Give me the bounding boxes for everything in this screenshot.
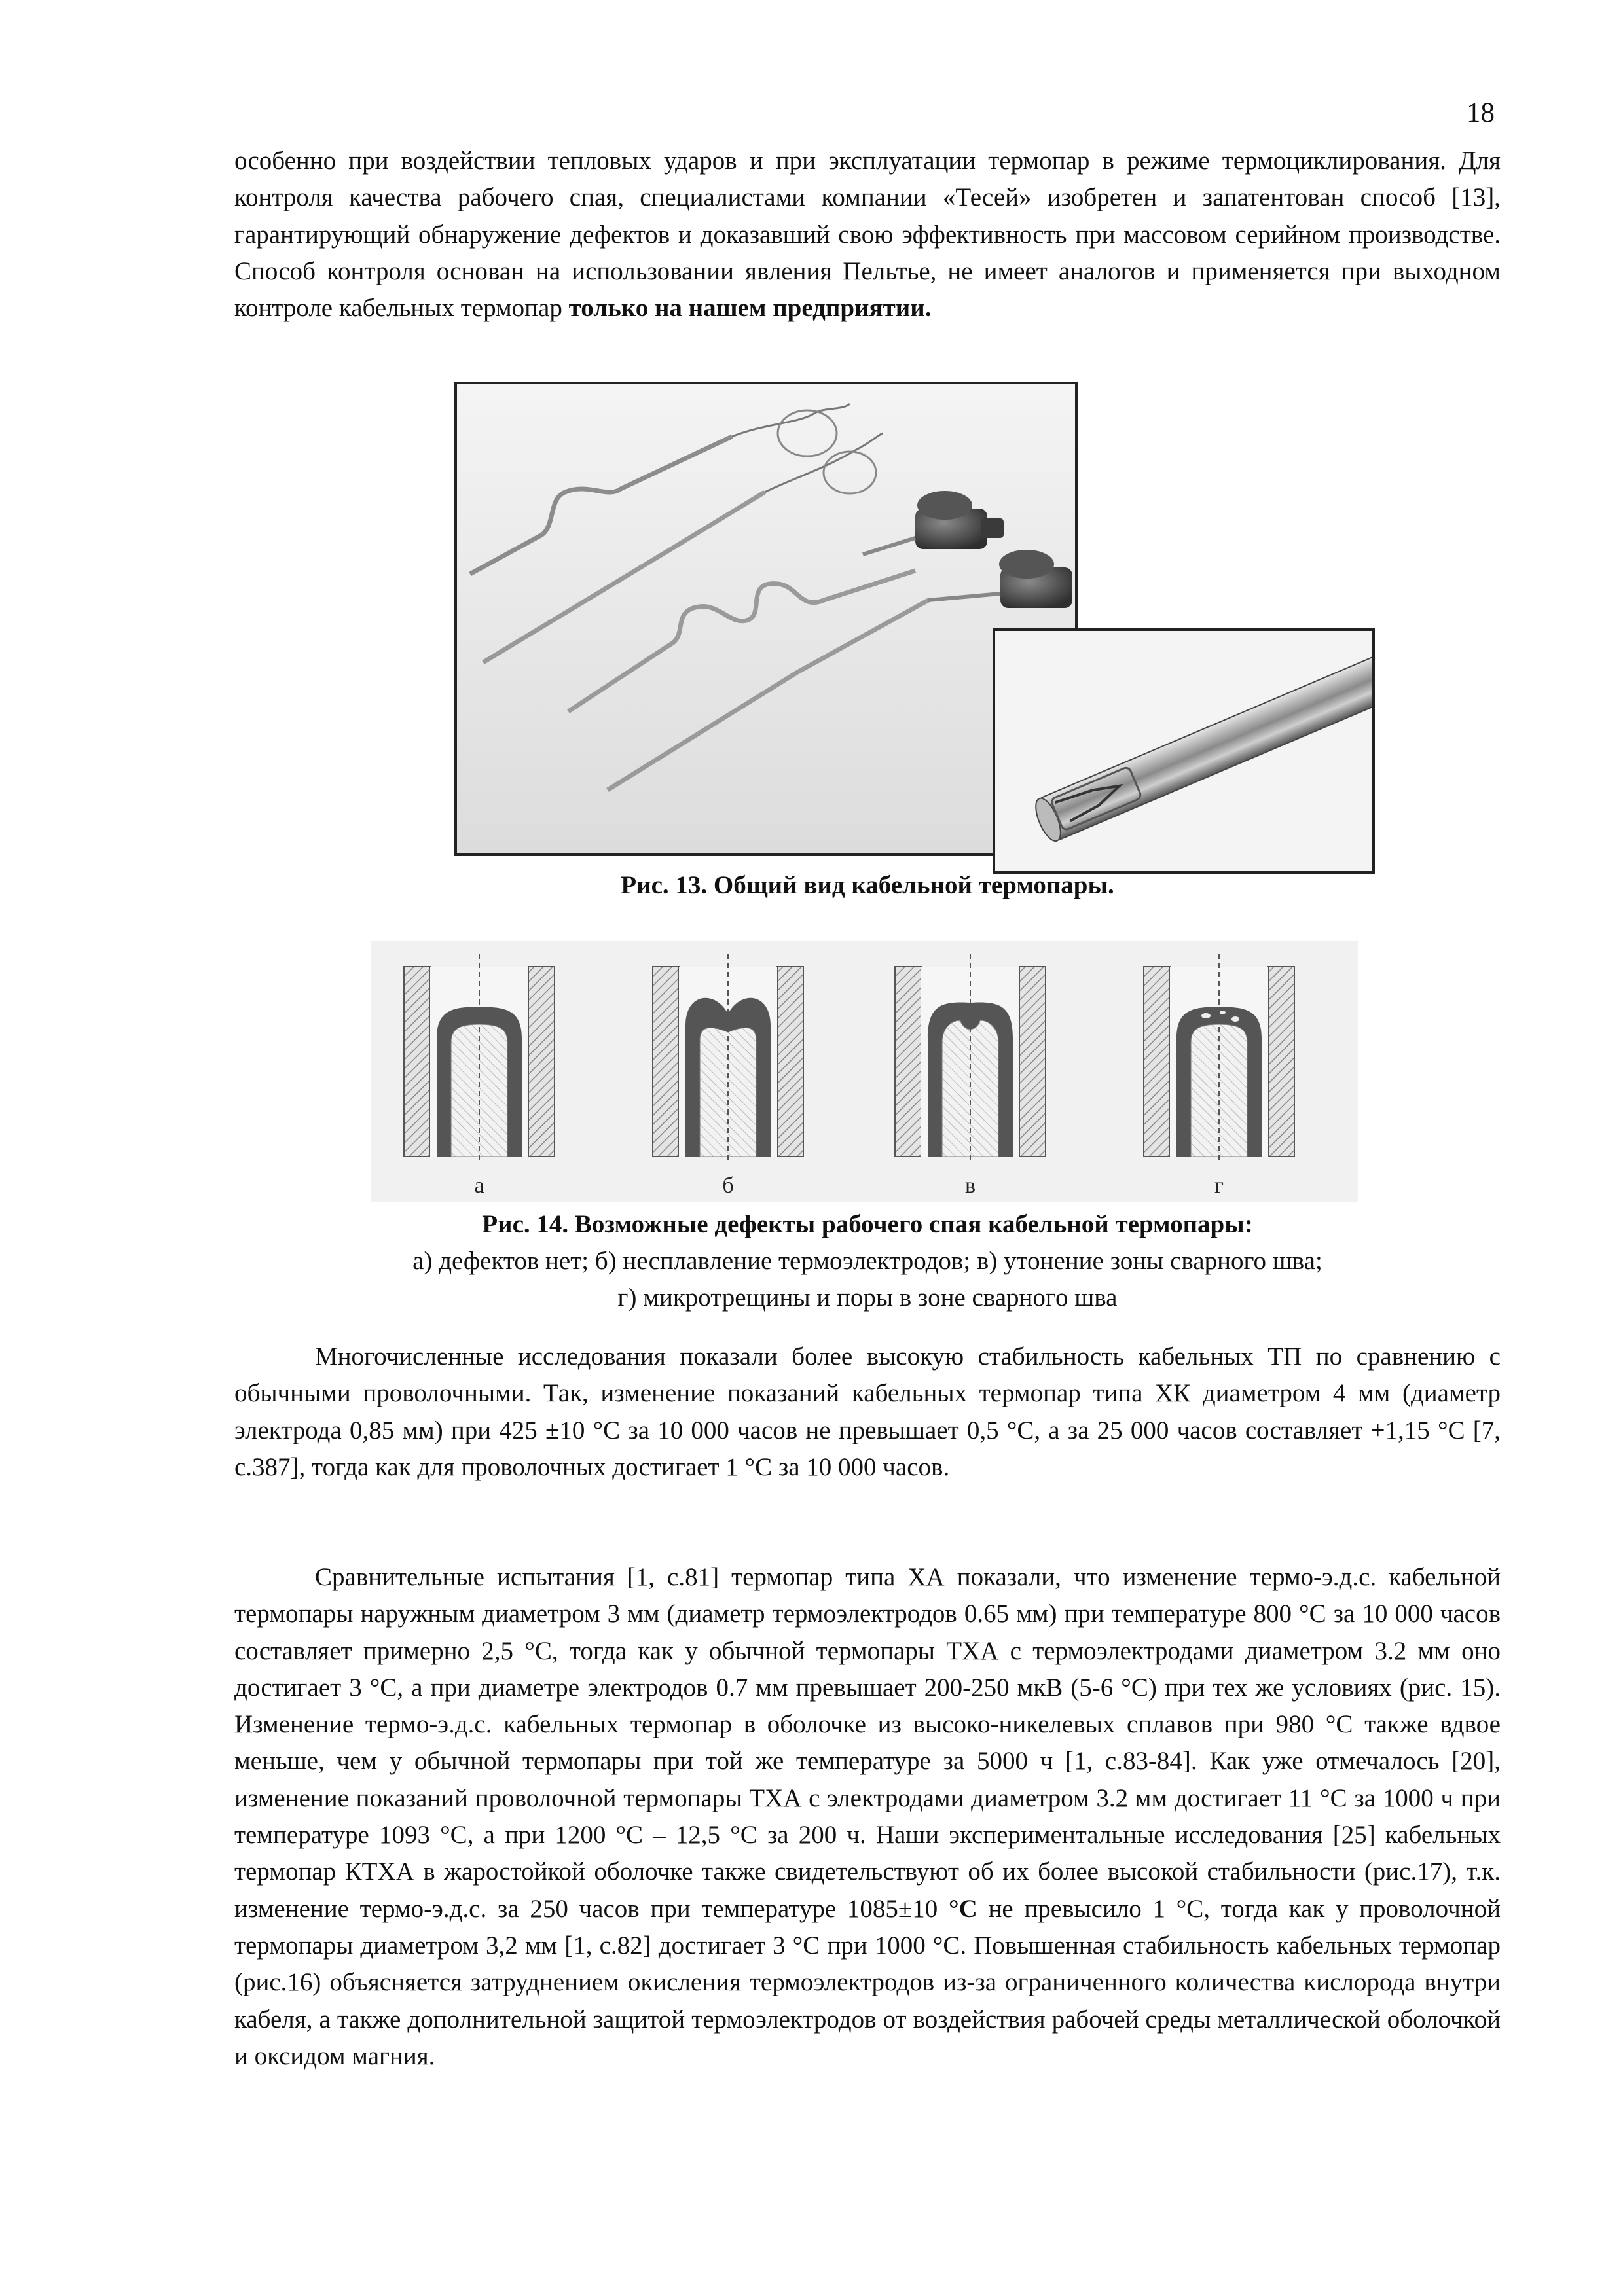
figure13-caption-text: Рис. 13. Общий вид кабельной термопары. bbox=[621, 871, 1114, 899]
figure13-caption bbox=[234, 867, 1501, 904]
stability-paragraph: Многочисленные исследования показали более высокую стабильность кабельных ТП по сравнению с обычными проволочными. Так, изменение показаний кабельных термопар типа ХК диаметром 4 мм (диаметр электрода 0,85 мм) при 425 ±10 °С за 10 000 часов не превышает 0,5 °С, а за 25 000 часов составляет +1,15 °С [7, с.387], тогда как для проволочных достигает 1 °С за 10 000 часов. bbox=[234, 1342, 1501, 1481]
junction-closeup-inset bbox=[993, 628, 1375, 874]
figure14-caption-line1: а) дефектов нет; б) несплавление термоэлектродов; в) утонение зоны сварного шва; bbox=[412, 1247, 1322, 1275]
tests-text-part2: не превысило 1 °С, тогда как у проволочной термопары диаметром 3,2 мм [1, с.82] достигает 3 °С при 1000 °С. Повышенная стабильность кабельных термопар (рис.16) объясняется затруднением окисления термоэлектродов из-за ограниченного количества кислорода внутри кабеля, а также дополнительной защитой термоэлектродов от воздействия рабочей среды металлической оболочкой и оксидом магния. bbox=[234, 1894, 1501, 2070]
tests-bold-unit: °С bbox=[948, 1894, 977, 1923]
panel-label-g: г bbox=[1214, 1174, 1224, 1198]
thermocouple-illustration bbox=[457, 384, 1075, 853]
intro-bold-text: только на нашем предприятии. bbox=[568, 294, 932, 323]
defect-panel-b bbox=[653, 954, 803, 1163]
page-number: 18 bbox=[1467, 98, 1495, 128]
figure14-caption-title: Рис. 14. Возможные дефекты рабочего спая кабельной термопары: bbox=[482, 1210, 1253, 1238]
intro-paragraph bbox=[234, 143, 1501, 327]
junction-defects-figure bbox=[371, 941, 1358, 1202]
thermocouple-photo bbox=[454, 382, 1078, 856]
figure14-caption bbox=[234, 1206, 1501, 1316]
defect-panel-g bbox=[1144, 954, 1294, 1163]
defect-panel-a bbox=[404, 954, 555, 1163]
panel-label-a: а bbox=[474, 1174, 484, 1198]
tests-paragraph bbox=[234, 1559, 1501, 2075]
panel-label-v: в bbox=[964, 1174, 976, 1198]
intro-text: особенно при воздействии тепловых ударов и при эксплуатации термопар в режиме термоциклирования. Для контроля качества рабочего спая, специалистами компании «Тесей» изобретен и запатентован способ [13], гарантирующий обнаружение дефектов и доказавший свою эффективность при массовом серийном производстве. Способ контроля основан на использовании явления Пельтье, не имеет аналогов и применяется при выходном контроле кабельных термопар bbox=[234, 147, 1501, 323]
sheath-tip-illustration bbox=[995, 631, 1372, 871]
defect-panel-v bbox=[895, 954, 1046, 1163]
panel-label-b: б bbox=[722, 1174, 734, 1198]
figure14-caption-line2: г) микротрещины и поры в зоне сварного шва bbox=[617, 1283, 1118, 1312]
defects-diagram bbox=[371, 941, 1358, 1202]
tests-text-part1: Сравнительные испытания [1, с.81] термопар типа ХА показали, что изменение термо-э.д.с. кабельной термопары наружным диаметром 3 мм (диаметр термоэлектродов 0.65 мм) при температуре 800 °С за 10 000 часов составляет примерно 2,5 °С, тогда как у обычной термопары ТХА с термоэлектродами диаметром 3.2 мм оно достигает 3 °С, а при диаметре электродов 0.7 мм превышает 200-250 мкВ (5-6 °С) при тех же условиях (рис. 15). Изменение термо-э.д.с. кабельных термопар в оболочке из высоко-никелевых сплавов при 980 °С также вдвое меньше, чем у обычной термопары при той же температуре за 5000 ч [1, с.83-84]. Как уже отмечалось [20], изменение показаний проволочной термопары ТХА с электродами диаметром 3.2 мм достигает 11 °С за 1000 ч при температуре 1093 °С, а при 1200 °С – 12,5 °С за 200 ч. Наши экспериментальные исследования [25] кабельных термопар КТХА в жаростойкой оболочке также свидетельствуют об их более высокой стабильности (рис.17), т.к. изменение термо-э.д.с. за 250 часов при температуре 1085±10 bbox=[234, 1563, 1501, 1923]
